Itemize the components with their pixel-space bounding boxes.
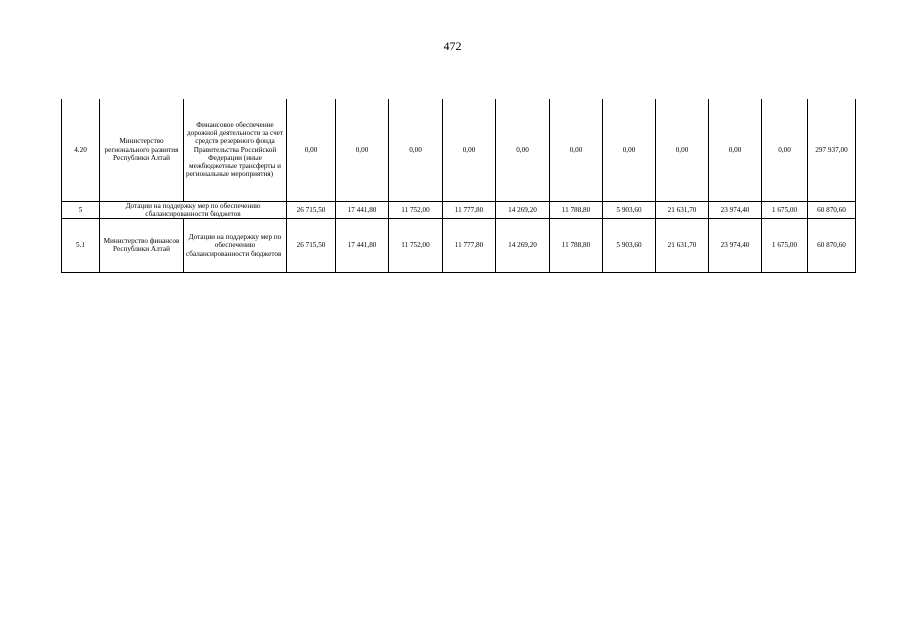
value-cell: 0,00	[496, 99, 550, 201]
description-cell: Финансовое обеспечение дорожной деятельности за счет средств резервного фонда Правительства Российской Федерации (иные межбюджетные трансферты и региональные мероприятия)	[184, 99, 287, 201]
value-cell: 0,00	[550, 99, 603, 201]
value-cell: 23 974,40	[709, 201, 762, 218]
description-cell: Дотации на поддержку мер по обеспечению сбалансированности бюджетов	[100, 201, 287, 218]
description-cell: Дотации на поддержку мер по обеспечению сбалансированности бюджетов	[184, 218, 287, 272]
value-cell: 11 777,80	[443, 201, 496, 218]
value-cell: 0,00	[287, 99, 336, 201]
row-code: 5.1	[62, 218, 100, 272]
value-cell: 17 441,80	[336, 201, 389, 218]
row-code: 5	[62, 201, 100, 218]
budget-table	[61, 99, 856, 273]
value-cell: 1 675,00	[762, 218, 808, 272]
organization-cell: Министерство финансов Республики Алтай	[100, 218, 184, 272]
value-cell: 60 870,60	[808, 218, 856, 272]
value-cell: 11 752,00	[389, 201, 443, 218]
value-cell: 17 441,80	[336, 218, 389, 272]
value-cell: 5 903,60	[603, 218, 656, 272]
value-cell: 0,00	[389, 99, 443, 201]
table-row	[62, 99, 856, 201]
value-cell: 297 937,00	[808, 99, 856, 201]
value-cell: 14 269,20	[496, 201, 550, 218]
value-cell: 0,00	[762, 99, 808, 201]
organization-cell: Министерство регионального развития Республики Алтай	[100, 99, 184, 201]
page-number: 472	[443, 39, 462, 53]
value-cell: 23 974,40	[709, 218, 762, 272]
value-cell: 0,00	[443, 99, 496, 201]
value-cell: 14 269,20	[496, 218, 550, 272]
value-cell: 21 631,70	[656, 201, 709, 218]
row-code: 4.20	[62, 99, 100, 201]
value-cell: 0,00	[656, 99, 709, 201]
value-cell: 60 870,60	[808, 201, 856, 218]
value-cell: 21 631,70	[656, 218, 709, 272]
value-cell: 26 715,50	[287, 201, 336, 218]
value-cell: 11 752,00	[389, 218, 443, 272]
value-cell: 0,00	[603, 99, 656, 201]
value-cell: 0,00	[336, 99, 389, 201]
value-cell: 26 715,50	[287, 218, 336, 272]
value-cell: 11 788,80	[550, 218, 603, 272]
value-cell: 11 788,80	[550, 201, 603, 218]
value-cell: 11 777,80	[443, 218, 496, 272]
table-row	[62, 218, 856, 272]
value-cell: 1 675,00	[762, 201, 808, 218]
value-cell: 5 903,60	[603, 201, 656, 218]
table-row	[62, 201, 856, 218]
value-cell: 0,00	[709, 99, 762, 201]
